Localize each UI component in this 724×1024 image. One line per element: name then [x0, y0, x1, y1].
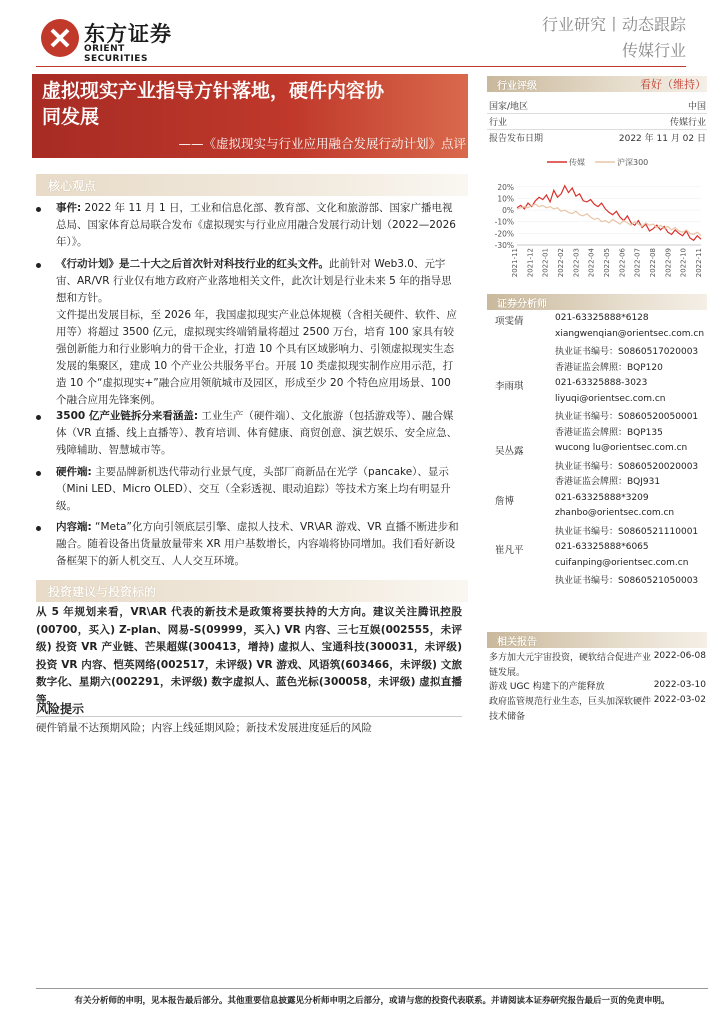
analyst-name: 项雯倩 — [495, 316, 524, 327]
analysts-section-label: 证券分析师 — [497, 299, 547, 310]
x-tick-label: 2021-11 — [511, 248, 519, 278]
bullet-item: 3500 亿产业链拆分来看涵盖: 工业生产（硬件端）、文化旅游（包括游戏等）、融合媒体（VR 直播、线上直播等）、教育培训、体育健康、商贸创意、演艺娱乐、安全应急、残障辅助、智慧城市等。 — [56, 410, 458, 456]
analyst-contact-line: 021-63325888-3023 — [555, 378, 648, 388]
row-divider — [487, 129, 707, 130]
y-tick-label: -10% — [494, 217, 514, 227]
bullet-item: 事件: 2022 年 11 月 1 日，工业和信息化部、教育部、文化和旅游部、国家广播电视总局、国家体育总局联合发布《虚拟现实与行业应用融合发展行动计划（2022—2026 年）》。 — [56, 202, 456, 248]
y-tick-label: -20% — [494, 229, 514, 239]
rating-row-label: 国家/地区 — [489, 102, 529, 112]
row-divider — [487, 113, 707, 114]
header-divider — [36, 66, 686, 67]
analyst-contact-line: 香港证监会牌照：BQP135 — [555, 427, 663, 438]
core-view-header — [36, 174, 468, 196]
analyst-name: 李雨琪 — [495, 381, 524, 392]
analyst-contact-line: 021-63325888*6065 — [555, 542, 649, 552]
analyst-name: 吴丛露 — [495, 446, 524, 457]
analyst-contact-line: 执业证书编号：S0860521110001 — [555, 526, 699, 537]
analysts-header — [487, 294, 707, 310]
legend-label: 沪深300 — [617, 158, 649, 167]
company-name-en: ORIENT SECURITIES — [84, 44, 148, 64]
analysts-list — [0, 313, 724, 593]
related-report-title[interactable]: 游戏 UGC 构建下的产能释放 — [489, 682, 605, 692]
bullet-item: 内容端: “Meta”化方向引领底层引擎、虚拟人技术、VR\AR 游戏、VR 直播不断进步和融合。随着设备出货量放量带来 XR 用户基数增长，内容端将协同增加。我们看好新设备框架下的新人机交互、人人交互环境。 — [56, 521, 459, 567]
rating-row-value: 中国 — [687, 102, 706, 112]
y-tick-label: 10% — [497, 194, 514, 204]
risk-title: 风险提示 — [36, 702, 85, 716]
rating-row-value: 2022 年 11 月 02 日 — [618, 134, 706, 144]
legend-label: 传媒 — [569, 158, 585, 167]
y-tick-label: 20% — [497, 182, 514, 192]
x-tick-label: 2022-02 — [557, 248, 565, 278]
analyst-contact-line[interactable]: xiangwenqian@orientsec.com.cn — [555, 328, 705, 339]
related-report-title[interactable]: 多方加大元宇宙投资，硬软结合促进产业链发展。 — [489, 653, 652, 678]
report-subtitle: ——《虚拟现实与行业应用融合发展行动计划》点评 — [178, 136, 466, 151]
analyst-contact-line[interactable]: zhanbo@orientsec.com.cn — [555, 508, 675, 518]
rating-value: 看好（维持） — [640, 78, 706, 91]
x-tick-label: 2022-03 — [572, 248, 581, 278]
analyst-contact-line: 香港证监会牌照：BQP120 — [555, 362, 663, 373]
section-title: 投资建议与投资标的 — [48, 585, 157, 599]
related-report-date: 2022-06-08 — [653, 651, 706, 661]
bullet-item: 文件提出发展目标，至 2026 年，我国虚拟现实产业总体规模（含相关硬件、软件、应用等）将超过 3500 亿元，虚拟现实终端销量将超过 2500 万台，培育 100 家具有较强创新能力和行业影响力的骨干企业，打造 10 个具有区域影响力、引领虚拟现实生态发展的集聚区，建成 10 个产业公共服务平台。开展 10 类虚拟现实制作应用示范，打造 10 个“虚拟现实+”融合应用领航城市及园区，形成至少 20 个特色应用场景、100 个融合应用先锋案例。 — [56, 309, 457, 406]
analyst-contact-line[interactable]: cuifanping@orientsec.com.cn — [555, 557, 689, 568]
y-tick-label: 0% — [502, 206, 514, 216]
x-tick-label: 2022-11 — [695, 248, 703, 278]
disclaimer-footer: 有关分析师的申明，见本报告最后部分。其他重要信息披露见分析师申明之后部分，或请与您的投资代表联系。并请阅读本证券研究报告最后一页的免责申明。 — [74, 996, 670, 1006]
x-tick-label: 2022-06 — [618, 248, 627, 278]
analyst-name: 詹博 — [495, 495, 515, 507]
analyst-contact-line: 执业证书编号：S0860520020003 — [555, 461, 699, 472]
investment-text: 从 5 年规划来看，VR\AR 代表的新技术是政策将要扶持的大方向。建议关注腾讯控股(00700，买入) Z-plan、网易-S(09999，买入) VR 内容、三七互娱(002555，未评级) 投资 VR 产业链、芒果超媒(300413，增持) 虚拟人、宝通科技(300031，未评级) 投资 VR 内容、恺英网络(002517，未评级) VR 游戏、风语筑(603466，未评级) 文旅数字化、星期六(002291，未评级) 数字虚拟人、蓝色光标(300058，未评级) 虚拟直播等。 — [36, 606, 462, 706]
x-tick-label: 2022-10 — [679, 248, 688, 278]
rating-row-label: 行业 — [489, 118, 508, 128]
bullet-item: 《行动计划》是二十大之后首次针对科技行业的红头文件。此前针对 Web3.0、元宇宙、AR/VR 行业仅有地方政府产业落地相关文件，此次计划是行业未来 5 年的指导思想和方针。 — [56, 258, 452, 304]
rating-section-label: 行业评级 — [497, 81, 537, 92]
company-logo — [40, 16, 190, 64]
analyst-contact-line[interactable]: wucong lu@orientsec.com.cn — [555, 443, 688, 453]
footer-divider — [36, 988, 708, 989]
report-title — [42, 78, 462, 130]
analyst-contact-line: 执业证书编号：S0860521050003 — [555, 576, 699, 586]
y-tick-label: -30% — [494, 241, 514, 250]
industry-label: 传媒行业 — [621, 41, 686, 60]
related-section-label: 相关报告 — [497, 637, 537, 648]
company-name-cn: 东方证券 — [84, 22, 172, 46]
rating-row-value: 传媒行业 — [669, 118, 706, 128]
related-report-date: 2022-03-10 — [653, 680, 706, 690]
bullet-dot — [36, 207, 41, 212]
risk-divider — [36, 716, 462, 717]
report-type: 行业研究丨动态跟踪 — [541, 15, 686, 34]
orient-logo-icon — [40, 18, 80, 58]
x-tick-label: 2022-01 — [541, 248, 550, 278]
x-tick-label: 2022-09 — [664, 248, 673, 278]
analyst-name: 崔凡平 — [495, 545, 524, 556]
title-line-1: 虚拟现实产业指导方针落地，硬件内容协 — [42, 80, 385, 102]
analyst-contact-line: 执业证书编号：S0860517020003 — [555, 347, 699, 357]
rating-row-label: 报告发布日期 — [489, 134, 544, 144]
analyst-contact-line[interactable]: liyuqi@orientsec.com.cn — [555, 393, 666, 404]
title-line-2: 同发展 — [42, 106, 100, 128]
bullet-item: 硬件端: 主要品牌新机迭代带动行业景气度，头部厂商新品在光学（pancake）、显示（Mini LED、Micro OLED）、交互（全彩透视、眼动追踪）等技术方案上均有明显升级。 — [56, 466, 451, 512]
x-tick-label: 2022-07 — [633, 248, 642, 278]
series-line — [517, 186, 701, 241]
x-tick-label: 2022-04 — [587, 248, 596, 278]
performance-chart — [487, 153, 707, 281]
series-line — [517, 204, 701, 235]
related-header — [487, 632, 707, 648]
related-report-title[interactable]: 政府监管规范行业生态，巨头加深软硬件技术储备 — [489, 697, 652, 722]
x-tick-label: 2022-08 — [649, 248, 657, 278]
section-title: 核心观点 — [48, 179, 97, 193]
analyst-contact-line: 021-63325888*3209 — [555, 492, 649, 503]
risk-text: 硬件销量不达预期风险；内容上线延期风险；新技术发展进度延后的风险 — [36, 722, 372, 734]
analyst-contact-line: 021-63325888*6128 — [555, 313, 649, 323]
bullet-dot — [36, 263, 41, 268]
x-tick-label: 2021-12 — [526, 248, 535, 278]
x-tick-label: 2022-05 — [603, 248, 611, 278]
analyst-contact-line: 执业证书编号：S0860520050001 — [555, 412, 699, 422]
related-report-date: 2022-03-02 — [653, 695, 706, 705]
analyst-contact-line: 香港证监会牌照：BQJ931 — [555, 477, 661, 487]
